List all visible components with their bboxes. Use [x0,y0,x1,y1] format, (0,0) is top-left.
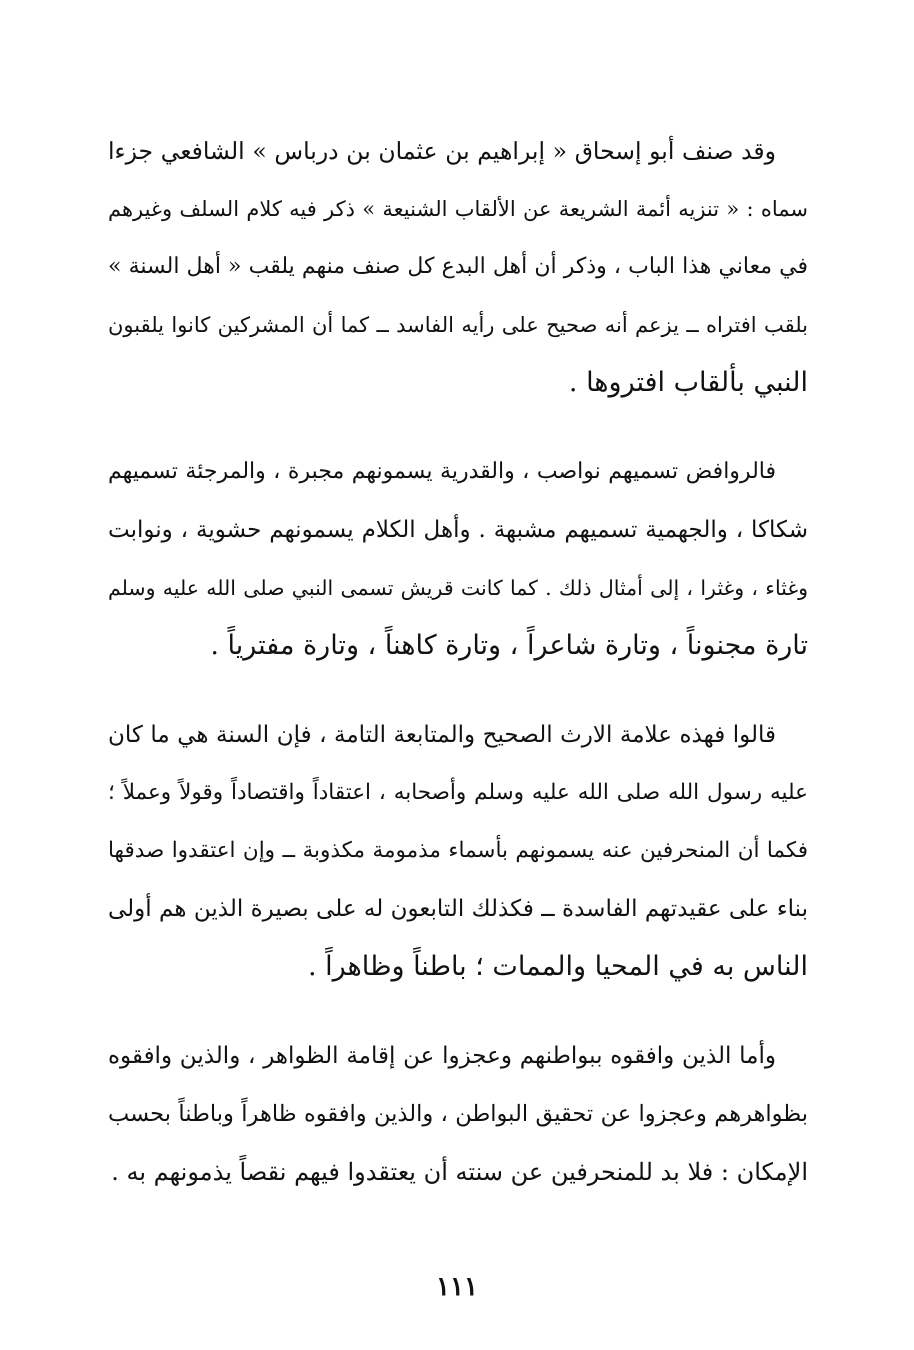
text-line: فكما أن المنحرفين عنه يسمونهم بأسماء مذمومة مكذوبة ــ وإن اعتقدوا صدقها [108,838,808,863]
text-line: بناء على عقيدتهم الفاسدة ــ فكذلك التابعون له على بصيرة الذين هم أولى [108,896,808,922]
text-line: تارة مجنوناً ، وتارة شاعراً ، وتارة كاهناً ، وتارة مفترياً . [210,630,808,661]
text-line: النبي بألقاب افتروها . [568,367,808,398]
paragraph-3 [108,706,808,996]
text-line: الإمكان : فلا بد للمنحرفين عن سنته أن يعتقدوا فيهم نقصاً يذمونهم به . [111,1158,808,1186]
text-line: سماه : « تنزيه أئمة الشريعة عن الألقاب الشنيعة » ذكر فيه كلام السلف وغيرهم [108,197,808,221]
text-line: وقد صنف أبو إسحاق « إبراهيم بن عثمان بن درباس » الشافعي جزءا [108,137,776,165]
text-line: بظواهرهم وعجزوا عن تحقيق البواطن ، والذين وافقوه ظاهراً وباطناً بحسب [108,1101,808,1127]
body-text [108,122,808,1201]
text-line: وغثاء ، وغثرا ، إلى أمثال ذلك . كما كانت قريش تسمى النبي صلى الله عليه وسلم [108,576,808,600]
text-line: قالوا فهذه علامة الارث الصحيح والمتابعة التامة ، فإن السنة هي ما كان [108,722,776,748]
text-line: وأما الذين وافقوه ببواطنهم وعجزوا عن إقامة الظواهر ، والذين وافقوه [108,1043,776,1069]
text-line: فالروافض تسميهم نواصب ، والقدرية يسمونهم مجبرة ، والمرجئة تسميهم [108,459,776,484]
text-line: بلقب افتراه ــ يزعم أنه صحيح على رأيه الفاسد ــ كما أن المشركين كانوا يلقبون [108,313,808,337]
paragraph-2 [108,443,808,675]
text-line: في معاني هذا الباب ، وذكر أن أهل البدع كل صنف منهم يلقب « أهل السنة » [108,254,808,279]
paragraph-4 [108,1027,808,1201]
paragraph-gap [108,675,808,706]
paragraph-gap [108,996,808,1027]
page-number: ١١١ [436,1272,478,1302]
paragraph-1 [108,122,808,412]
text-line: شكاكا ، والجهمية تسميهم مشبهة . وأهل الكلام يسمونهم حشوية ، ونوابت [108,517,808,543]
text-line: الناس به في المحيا والممات ؛ باطناً وظاهراً . [307,951,808,982]
text-line: عليه رسول الله صلى الله عليه وسلم وأصحابه ، اعتقاداً واقتصاداً وقولاً وعملاً ؛ [108,780,808,805]
paragraph-gap [108,412,808,443]
